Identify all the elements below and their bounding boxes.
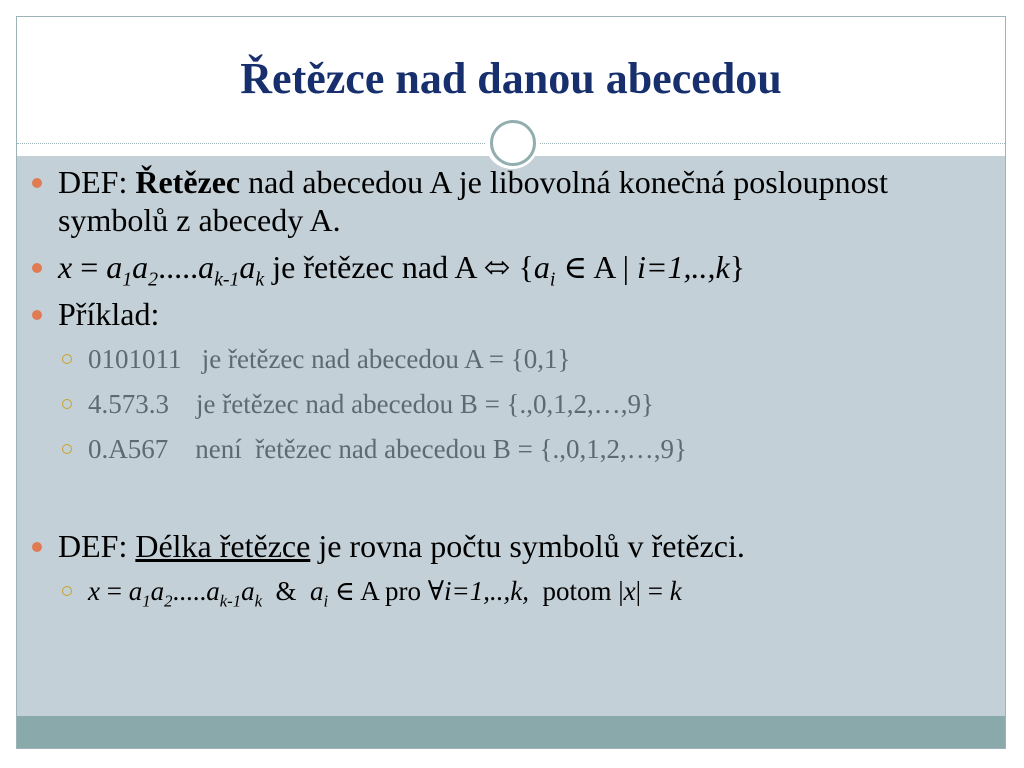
length-k: k bbox=[669, 576, 682, 606]
slide-body bbox=[28, 163, 963, 619]
length-amp: & bbox=[262, 576, 311, 606]
length-range: i=1,..,k, bbox=[444, 576, 529, 606]
formula-range: i=1,..,k bbox=[637, 249, 730, 285]
bullet-icon bbox=[32, 178, 42, 188]
def-prefix: DEF: bbox=[58, 528, 136, 564]
formula-tail: ∈ A | bbox=[555, 249, 638, 285]
spacer bbox=[28, 477, 963, 527]
example-value: 0.A567 bbox=[88, 434, 169, 464]
example-gap bbox=[182, 344, 202, 374]
definition-length bbox=[28, 527, 963, 565]
length-expression: $x = a_1a_2.....a_{k-1}a_k$ bbox=[88, 576, 263, 611]
example-text: je řetězec nad abecedou A = {0,1} bbox=[201, 344, 571, 374]
length-member: ∈ A pro ∀ bbox=[328, 576, 444, 606]
example-value: 0101011 bbox=[88, 344, 182, 374]
bullet-icon bbox=[32, 542, 42, 552]
length-after: | = bbox=[635, 576, 670, 606]
example-row bbox=[28, 342, 963, 376]
example-gap bbox=[168, 434, 195, 464]
def-rest: nad abecedou A je libovolná konečná posloupnost symbolů z abecedy A. bbox=[58, 164, 888, 238]
sub-bullet-icon bbox=[62, 444, 72, 454]
formula-string: $x = a_1a_2.....a_{k-1}a_k$ je řetězec nad A ⬄ {$a_i$ ∈ A | i=1,..,k} bbox=[28, 248, 963, 286]
example-text: je řetězec nad abecedou B = {.,0,1,2,…,9} bbox=[196, 389, 654, 419]
definition-string bbox=[28, 163, 963, 239]
slide-title: Řetězce nad danou abecedou bbox=[240, 54, 782, 103]
def-term: Délka řetězce bbox=[135, 528, 311, 564]
bullet-icon bbox=[32, 310, 42, 320]
ornament-ring-icon bbox=[490, 120, 536, 166]
length-formula: $x = a_1a_2.....a_{k-1}a_k$ & $a_i$ ∈ A pro ∀i=1,..,k, potom |x| = k bbox=[28, 574, 963, 608]
sub-bullet-icon bbox=[62, 586, 72, 596]
example-value: 4.573.3 bbox=[88, 389, 169, 419]
sub-bullet-icon bbox=[62, 354, 72, 364]
example-heading bbox=[28, 295, 963, 333]
formula-close: } bbox=[729, 249, 746, 285]
bullet-icon bbox=[32, 263, 42, 273]
example-gap bbox=[169, 389, 196, 419]
formula-expression: $x = a_1a_2.....a_{k-1}a_k$ bbox=[58, 249, 265, 291]
def-rest: je rovna počtu symbolů v řetězci. bbox=[310, 528, 745, 564]
sub-bullet-icon bbox=[62, 399, 72, 409]
example-text: není řetězec nad abecedou B = {.,0,1,2,…,9} bbox=[195, 434, 687, 464]
formula-text: je řetězec nad A ⬄ { bbox=[264, 249, 534, 285]
example-row bbox=[28, 432, 963, 466]
example-row bbox=[28, 387, 963, 421]
def-term: Řetězec bbox=[135, 164, 241, 200]
def-prefix: DEF: bbox=[58, 164, 136, 200]
example-label: Příklad: bbox=[58, 296, 160, 332]
length-then: potom | bbox=[528, 576, 624, 606]
bottom-band bbox=[17, 716, 1005, 749]
